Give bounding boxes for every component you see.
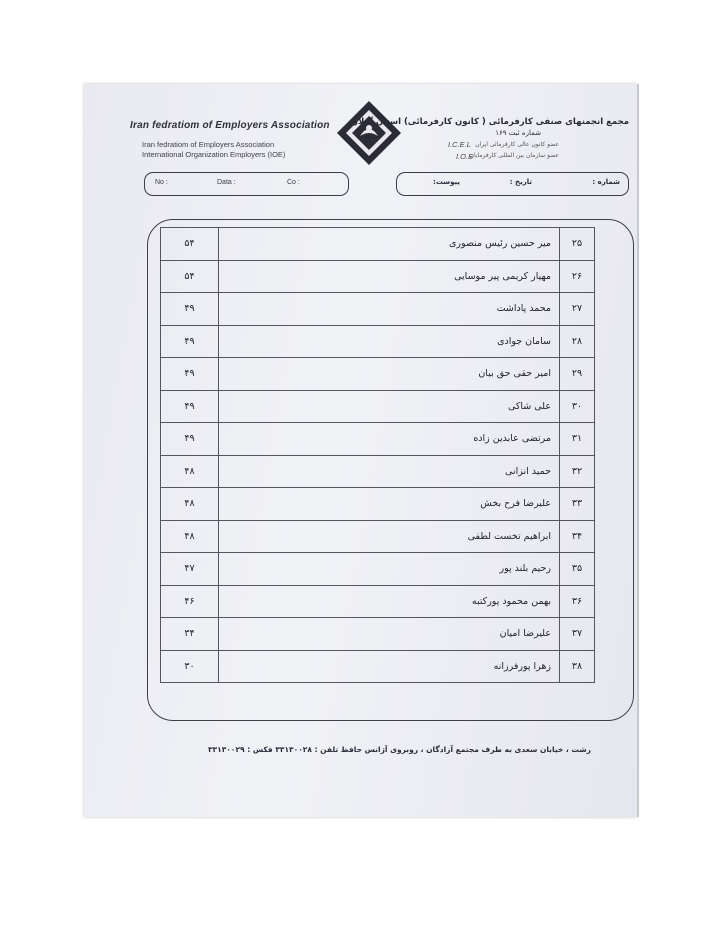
row-name: محمد پاداشت [219, 293, 560, 326]
row-name: بهمن محمود پورکتبه [219, 585, 560, 618]
membership-ioe: عضو سازمان بین المللی کارفرمایان [469, 152, 559, 159]
row-index: ۳۰ [560, 390, 595, 423]
row-score: ۴۹ [161, 325, 219, 358]
row-index: ۳۴ [560, 520, 595, 553]
row-score: ۴۹ [161, 423, 219, 456]
row-name: مهیار کریمی پیر موسایی [219, 260, 560, 293]
row-index: ۲۵ [560, 228, 595, 261]
row-score: ۵۴ [161, 228, 219, 261]
table-row [161, 325, 595, 358]
table-row [161, 293, 595, 326]
table-row [161, 488, 595, 521]
row-index: ۲۷ [560, 293, 595, 326]
row-name: رحیم بلند پور [219, 553, 560, 586]
row-score: ۴۸ [161, 488, 219, 521]
row-name: حمید انزانی [219, 455, 560, 488]
association-logo [334, 98, 404, 168]
row-name: سامان جوادی [219, 325, 560, 358]
attachment-label: پیوست: [433, 178, 460, 186]
row-name: زهرا پورفرزانه [219, 650, 560, 683]
english-org-title: Iran fedratiom of Employers Association [130, 120, 330, 131]
table-row [161, 390, 595, 423]
row-index: ۳۵ [560, 553, 595, 586]
row-score: ۴۹ [161, 293, 219, 326]
no-label: No : [155, 179, 168, 186]
table-row [161, 358, 595, 391]
row-score: ۴۶ [161, 585, 219, 618]
row-index: ۳۲ [560, 455, 595, 488]
row-index: ۲۸ [560, 325, 595, 358]
row-score: ۴۸ [161, 455, 219, 488]
row-score: ۵۴ [161, 260, 219, 293]
table-row [161, 423, 595, 456]
table-row [161, 585, 595, 618]
row-index: ۳۸ [560, 650, 595, 683]
results-table [160, 227, 595, 683]
persian-org-title: مجمع انجمنهای صنفی کارفرمائی ( کانون کارفرمائی) استان گیلان [350, 117, 629, 127]
registration-number: شماره ثبت ۱۶۹ [495, 129, 541, 137]
row-index: ۳۶ [560, 585, 595, 618]
reference-box-persian [396, 172, 629, 196]
table-row [161, 455, 595, 488]
row-name: علیرضا فرح بخش [219, 488, 560, 521]
row-score: ۴۷ [161, 553, 219, 586]
english-org-ioe: International Organization Employers (IOE) [142, 150, 286, 159]
table-row [161, 260, 595, 293]
row-index: ۳۱ [560, 423, 595, 456]
co-label: Co : [287, 179, 300, 186]
date-fa-label: تاریخ : [509, 178, 532, 186]
row-score: ۳۴ [161, 618, 219, 651]
row-name: علیرضا امیان [219, 618, 560, 651]
letterhead-page [84, 84, 637, 817]
row-name: ابراهیم تخست لطفی [219, 520, 560, 553]
table-row [161, 228, 595, 261]
table-row [161, 618, 595, 651]
table-row [161, 553, 595, 586]
row-name: امیر حقی حق بیان [219, 358, 560, 391]
reference-box-english [144, 172, 349, 196]
row-score: ۴۸ [161, 520, 219, 553]
number-label: شماره : [592, 178, 620, 186]
row-index: ۲۶ [560, 260, 595, 293]
row-score: ۴۹ [161, 390, 219, 423]
row-score: ۴۹ [161, 358, 219, 391]
ioe-code: I.O.E [456, 152, 474, 161]
row-index: ۲۹ [560, 358, 595, 391]
row-name: علی شاکی [219, 390, 560, 423]
footer-address: رشت ، خیابان سعدی به طرف مجتمع آزادگان ، روبروی آژانس حافظ تلفن : ۳۳۱۳۰۰۲۸ فکس : ۳۳۱۳۰۰۲۹ [207, 745, 591, 754]
row-name: میر حسین رئیس منصوری [219, 228, 560, 261]
row-index: ۳۷ [560, 618, 595, 651]
row-index: ۳۳ [560, 488, 595, 521]
table-row [161, 520, 595, 553]
icel-code: I.C.E.L [448, 140, 471, 149]
page-edge [637, 84, 639, 817]
english-org-subtitle: Iran fedratiom of Employers Association [142, 140, 275, 149]
row-score: ۳۰ [161, 650, 219, 683]
membership-icel: عضو کانون عالی کارفرمائی ایران [475, 141, 559, 148]
date-label: Data : [217, 179, 236, 186]
row-name: مرتضی عابدین زاده [219, 423, 560, 456]
table-row [161, 650, 595, 683]
